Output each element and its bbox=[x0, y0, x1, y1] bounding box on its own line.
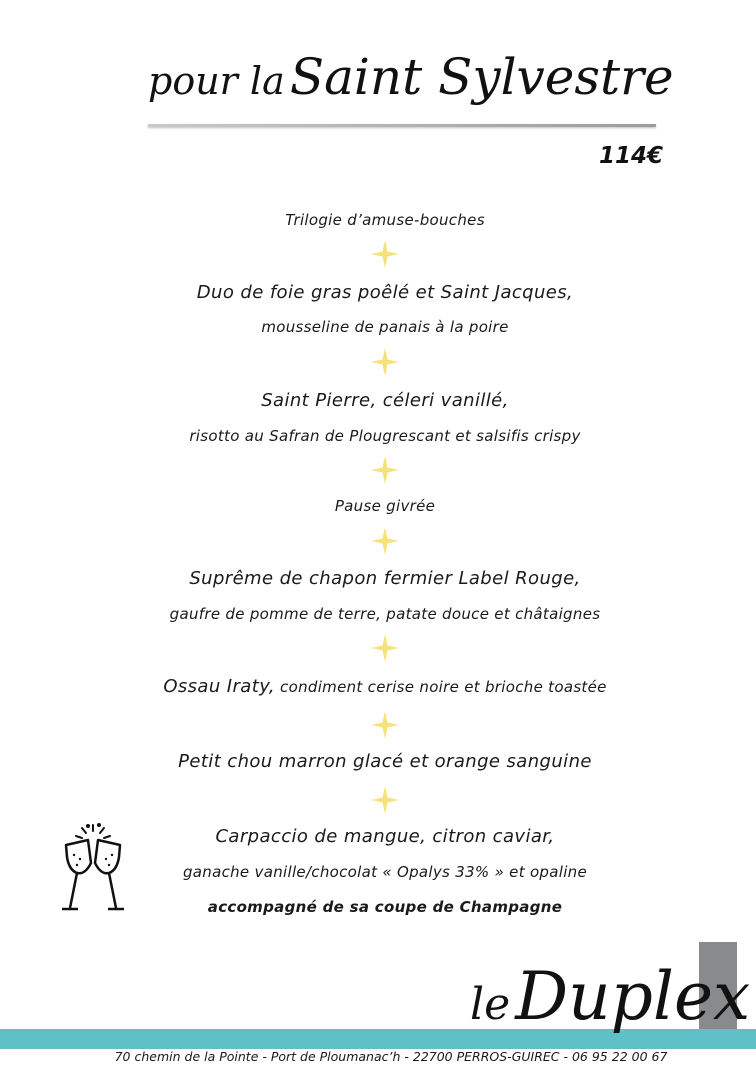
cheese-title: Ossau Iraty, bbox=[163, 676, 275, 697]
menu-title bbox=[148, 48, 674, 128]
cheese-description: condiment cerise noire et brioche toastée bbox=[274, 678, 607, 696]
course1-title: Duo de foie gras poêlé et Saint Jacques, bbox=[196, 282, 574, 303]
sparkle-star-icon bbox=[370, 239, 400, 269]
course2-title: Saint Pierre, céleri vanillé, bbox=[261, 390, 509, 411]
dessert2-description: ganache vanille/chocolat « Opalys 33% » et opaline bbox=[182, 863, 588, 881]
sparkle-star-icon bbox=[370, 710, 400, 740]
champagne-glasses-icon bbox=[58, 823, 128, 918]
course3-title: Suprême de chapon fermier Label Rouge, bbox=[189, 568, 581, 589]
title-prefix: pour la bbox=[148, 59, 285, 103]
cheese-course bbox=[0, 676, 756, 697]
sparkle-star-icon bbox=[370, 455, 400, 485]
amuse-bouche: Trilogie d’amuse-bouches bbox=[285, 211, 485, 229]
menu-price: 114€ bbox=[598, 143, 663, 169]
sparkle-star-icon bbox=[370, 526, 400, 556]
champagne-note: accompagné de sa coupe de Champagne bbox=[207, 898, 563, 916]
footer-address: 70 chemin de la Pointe - Port de Ploumanac’h - 22700 PERROS-GUIREC - 06 95 22 00 67 bbox=[114, 1049, 668, 1064]
sparkle-star-icon bbox=[370, 633, 400, 663]
sparkle-star-icon bbox=[370, 785, 400, 815]
dessert1-title: Petit chou marron glacé et orange sanguine bbox=[178, 751, 592, 772]
pause-course: Pause givrée bbox=[334, 497, 436, 515]
course3-description: gaufre de pomme de terre, patate douce et châtaignes bbox=[169, 605, 601, 623]
title-underline bbox=[148, 124, 656, 127]
course1-description: mousseline de panais à la poire bbox=[261, 318, 509, 336]
restaurant-logo bbox=[470, 958, 750, 1035]
dessert2-title: Carpaccio de mangue, citron caviar, bbox=[215, 826, 555, 847]
logo-le: le bbox=[470, 979, 511, 1030]
sparkle-star-icon bbox=[370, 347, 400, 377]
logo-name: Duplex bbox=[515, 958, 751, 1035]
course2-description: risotto au Safran de Plougrescant et salsifis crispy bbox=[189, 427, 581, 445]
title-occasion: Saint Sylvestre bbox=[289, 48, 674, 106]
